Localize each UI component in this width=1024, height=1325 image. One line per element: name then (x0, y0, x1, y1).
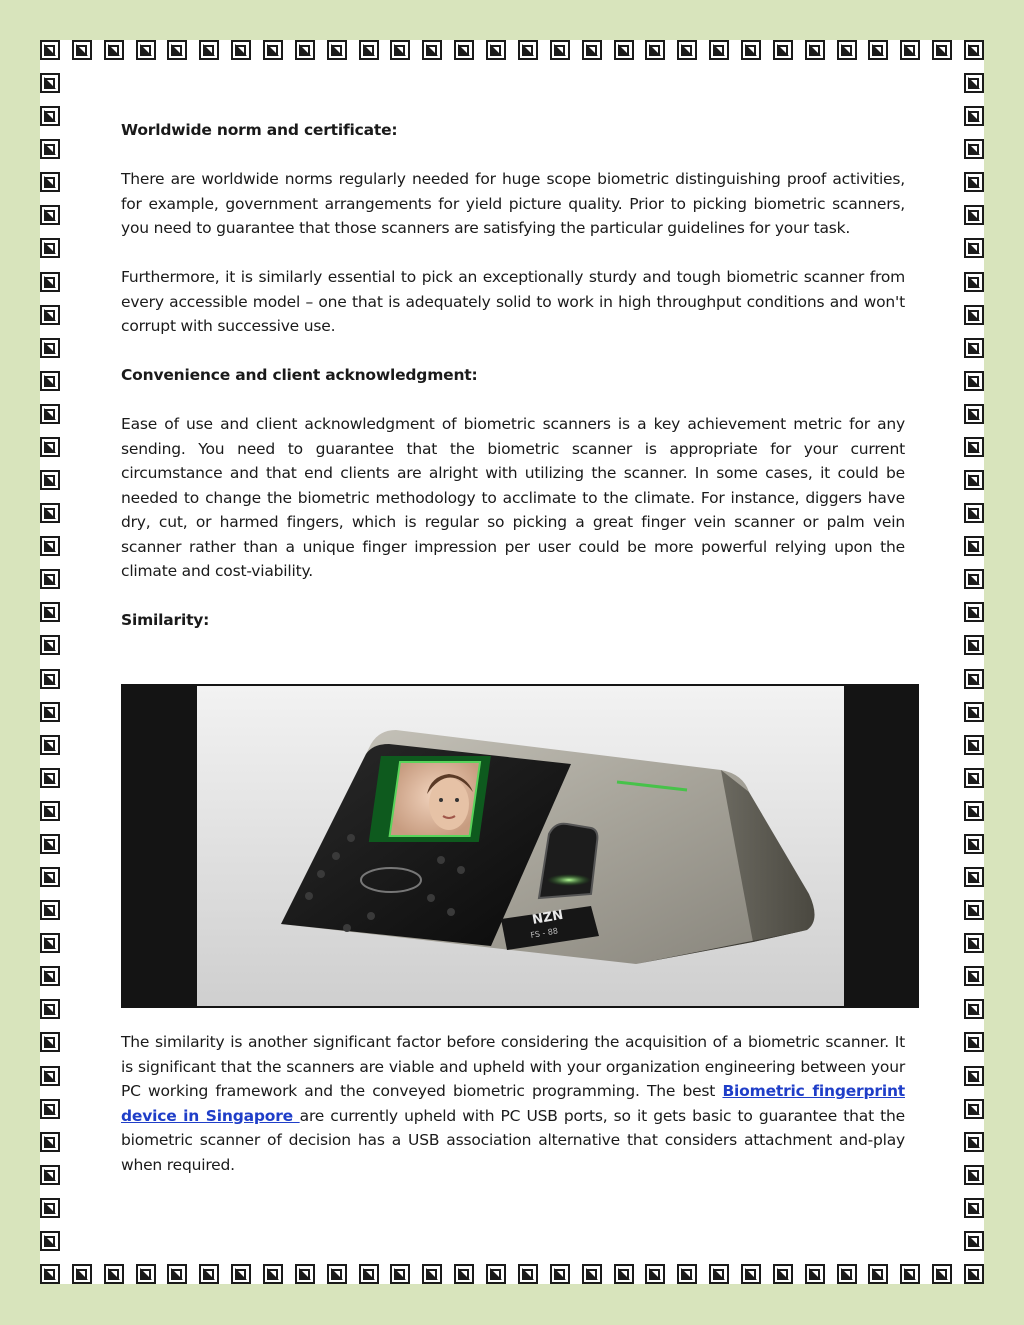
hatched-square-icon (964, 536, 984, 556)
hatched-square-icon (40, 238, 60, 258)
hatched-square-icon (199, 40, 219, 60)
hatched-square-icon (486, 40, 506, 60)
hatched-square-icon (40, 735, 60, 755)
hatched-square-icon (295, 40, 315, 60)
hatched-square-icon (773, 40, 793, 60)
hatched-square-icon (390, 40, 410, 60)
hatched-square-icon (231, 40, 251, 60)
hatched-square-icon (167, 40, 187, 60)
hatched-square-icon (263, 40, 283, 60)
hatched-square-icon (40, 503, 60, 523)
hatched-square-icon (40, 139, 60, 159)
hatched-square-icon (422, 1264, 442, 1284)
hatched-square-icon (390, 1264, 410, 1284)
hatched-square-icon (518, 1264, 538, 1284)
hatched-square-icon (964, 635, 984, 655)
hatched-square-icon (741, 40, 761, 60)
hatched-square-icon (805, 1264, 825, 1284)
hatched-square-icon (40, 272, 60, 292)
hatched-square-icon (932, 40, 952, 60)
hatched-square-icon (709, 1264, 729, 1284)
hatched-square-icon (486, 1264, 506, 1284)
hatched-square-icon (40, 867, 60, 887)
hatched-square-icon (40, 404, 60, 424)
hatched-square-icon (167, 1264, 187, 1284)
hatched-square-icon (40, 1099, 60, 1119)
closing-text-after-link: are currently upheld with PC USB ports, so it gets basic to guarantee that the biometric scanner of decision has a USB association alternative that considers attachment and-play when required. (121, 1106, 906, 1174)
hatched-square-icon (964, 404, 984, 424)
hatched-square-icon (40, 1198, 60, 1218)
hatched-square-icon (263, 1264, 283, 1284)
hatched-square-icon (964, 503, 984, 523)
hatched-square-icon (136, 1264, 156, 1284)
hatched-square-icon (964, 1066, 984, 1086)
hatched-square-icon (964, 966, 984, 986)
hatched-square-icon (359, 40, 379, 60)
hatched-square-icon (964, 999, 984, 1019)
section-heading-worldwide-norm: Worldwide norm and certificate: (121, 121, 398, 139)
paragraph-sturdy-scanner: Furthermore, it is similarly essential to pick an exceptionally sturdy and tough biometric scanner from every accessible model – one that is adequately solid to work in high throughput conditions and won't corrupt with successive use. (121, 268, 905, 335)
hatched-square-icon (964, 1032, 984, 1052)
hatched-square-icon (295, 1264, 315, 1284)
hatched-square-icon (40, 933, 60, 953)
hatched-square-icon (964, 867, 984, 887)
hatched-square-icon (231, 1264, 251, 1284)
closing-text-before-link: The similarity is another significant factor before considering the acquisition of a biometric scanner. It is significant that the scanners are viable and upheld with your organization engineering between your PC working framework and the conveyed biometric programming. The best (121, 1033, 905, 1100)
hatched-square-icon (964, 933, 984, 953)
hatched-square-icon (964, 205, 984, 225)
hatched-square-icon (40, 1066, 60, 1086)
hatched-square-icon (40, 1165, 60, 1185)
hatched-square-icon (40, 172, 60, 192)
hatched-square-icon (40, 536, 60, 556)
hatched-square-icon (964, 238, 984, 258)
hatched-square-icon (900, 1264, 920, 1284)
device-model-label: FS - 88 (529, 926, 559, 940)
hatched-square-icon (964, 801, 984, 821)
hatched-square-icon (964, 1099, 984, 1119)
section-heading-similarity: Similarity: (121, 611, 210, 629)
document-page (40, 40, 984, 1284)
hatched-square-icon (104, 1264, 124, 1284)
hatched-square-icon (40, 73, 60, 93)
hatched-square-icon (964, 1165, 984, 1185)
hatched-square-icon (40, 834, 60, 854)
hatched-square-icon (40, 40, 60, 60)
hatched-square-icon (40, 602, 60, 622)
hatched-square-icon (964, 1198, 984, 1218)
hatched-square-icon (868, 40, 888, 60)
hatched-square-icon (964, 900, 984, 920)
hatched-square-icon (136, 40, 156, 60)
hatched-square-icon (677, 1264, 697, 1284)
hatched-square-icon (964, 768, 984, 788)
hatched-square-icon (40, 106, 60, 126)
hatched-square-icon (550, 40, 570, 60)
hatched-square-icon (964, 371, 984, 391)
hatched-square-icon (40, 768, 60, 788)
hatched-square-icon (40, 1264, 60, 1284)
hatched-square-icon (645, 40, 665, 60)
hatched-square-icon (327, 1264, 347, 1284)
hatched-square-icon (709, 40, 729, 60)
device-brand-label: NZN (531, 907, 565, 928)
hatched-square-icon (422, 40, 442, 60)
hatched-square-icon (104, 40, 124, 60)
hatched-square-icon (40, 1032, 60, 1052)
hatched-square-icon (964, 569, 984, 589)
hatched-square-icon (454, 40, 474, 60)
hatched-square-icon (40, 801, 60, 821)
hatched-square-icon (964, 1264, 984, 1284)
hatched-square-icon (40, 569, 60, 589)
hatched-square-icon (518, 40, 538, 60)
hatched-square-icon (964, 735, 984, 755)
hatched-square-icon (964, 139, 984, 159)
biometric-device-photo (121, 684, 919, 1008)
hatched-square-icon (454, 1264, 474, 1284)
hatched-square-icon (40, 1132, 60, 1152)
hatched-square-icon (964, 702, 984, 722)
hatched-square-icon (964, 470, 984, 490)
hatched-square-icon (40, 205, 60, 225)
hatched-square-icon (40, 338, 60, 358)
closing-paragraph (121, 1030, 905, 1177)
hatched-square-icon (868, 1264, 888, 1284)
hatched-square-icon (964, 305, 984, 325)
hatched-square-icon (964, 602, 984, 622)
hatched-square-icon (72, 1264, 92, 1284)
hatched-square-icon (964, 73, 984, 93)
hatched-square-icon (40, 999, 60, 1019)
hatched-square-icon (614, 1264, 634, 1284)
hatched-square-icon (40, 371, 60, 391)
hatched-square-icon (199, 1264, 219, 1284)
hatched-square-icon (327, 40, 347, 60)
hatched-square-icon (964, 172, 984, 192)
hatched-square-icon (645, 1264, 665, 1284)
hatched-square-icon (550, 1264, 570, 1284)
hatched-square-icon (837, 40, 857, 60)
biometric-device-link[interactable]: Biometric fingerprint device in Singapore (121, 1082, 905, 1125)
hatched-square-icon (964, 106, 984, 126)
hatched-square-icon (582, 1264, 602, 1284)
hatched-square-icon (964, 1132, 984, 1152)
hatched-square-icon (964, 1231, 984, 1251)
hatched-square-icon (40, 900, 60, 920)
hatched-square-icon (837, 1264, 857, 1284)
hatched-square-icon (40, 305, 60, 325)
hatched-square-icon (40, 966, 60, 986)
hatched-square-icon (40, 702, 60, 722)
hatched-square-icon (40, 470, 60, 490)
hatched-square-icon (964, 40, 984, 60)
document-body (121, 118, 905, 633)
paragraph-worldwide-norms: There are worldwide norms regularly needed for huge scope biometric distinguishing proof activities, for example, government arrangements for yield picture quality. Prior to picking biometric scanners, you need to guarantee that those scanners are satisfying the particular guidelines for your task. (121, 170, 905, 237)
hatched-square-icon (805, 40, 825, 60)
biometric-device-illustration (121, 684, 919, 1008)
hatched-square-icon (40, 437, 60, 457)
paragraph-ease-of-use: Ease of use and client acknowledgment of biometric scanners is a key achievement metric for any sending. You need to guarantee that the biometric scanner is appropriate for your current circumstance and that end clients are alright with utilizing the scanner. In some cases, it could be needed to change the biometric methodology to acclimate to the climate. For instance, diggers have dry, cut, or harmed fingers, which is regular so picking a great finger vein scanner or palm vein scanner rather than a unique finger impression per user could be more powerful relying upon the climate and cost-viability. (121, 415, 905, 580)
section-heading-convenience: Convenience and client acknowledgment: (121, 366, 478, 384)
hatched-square-icon (40, 1231, 60, 1251)
hatched-square-icon (677, 40, 697, 60)
hatched-square-icon (964, 272, 984, 292)
hatched-square-icon (614, 40, 634, 60)
hatched-square-icon (964, 338, 984, 358)
hatched-square-icon (72, 40, 92, 60)
hatched-square-icon (964, 834, 984, 854)
hatched-square-icon (900, 40, 920, 60)
hatched-square-icon (582, 40, 602, 60)
hatched-square-icon (964, 669, 984, 689)
hatched-square-icon (741, 1264, 761, 1284)
hatched-square-icon (359, 1264, 379, 1284)
hatched-square-icon (964, 437, 984, 457)
hatched-square-icon (40, 635, 60, 655)
hatched-square-icon (40, 669, 60, 689)
hatched-square-icon (773, 1264, 793, 1284)
hatched-square-icon (932, 1264, 952, 1284)
